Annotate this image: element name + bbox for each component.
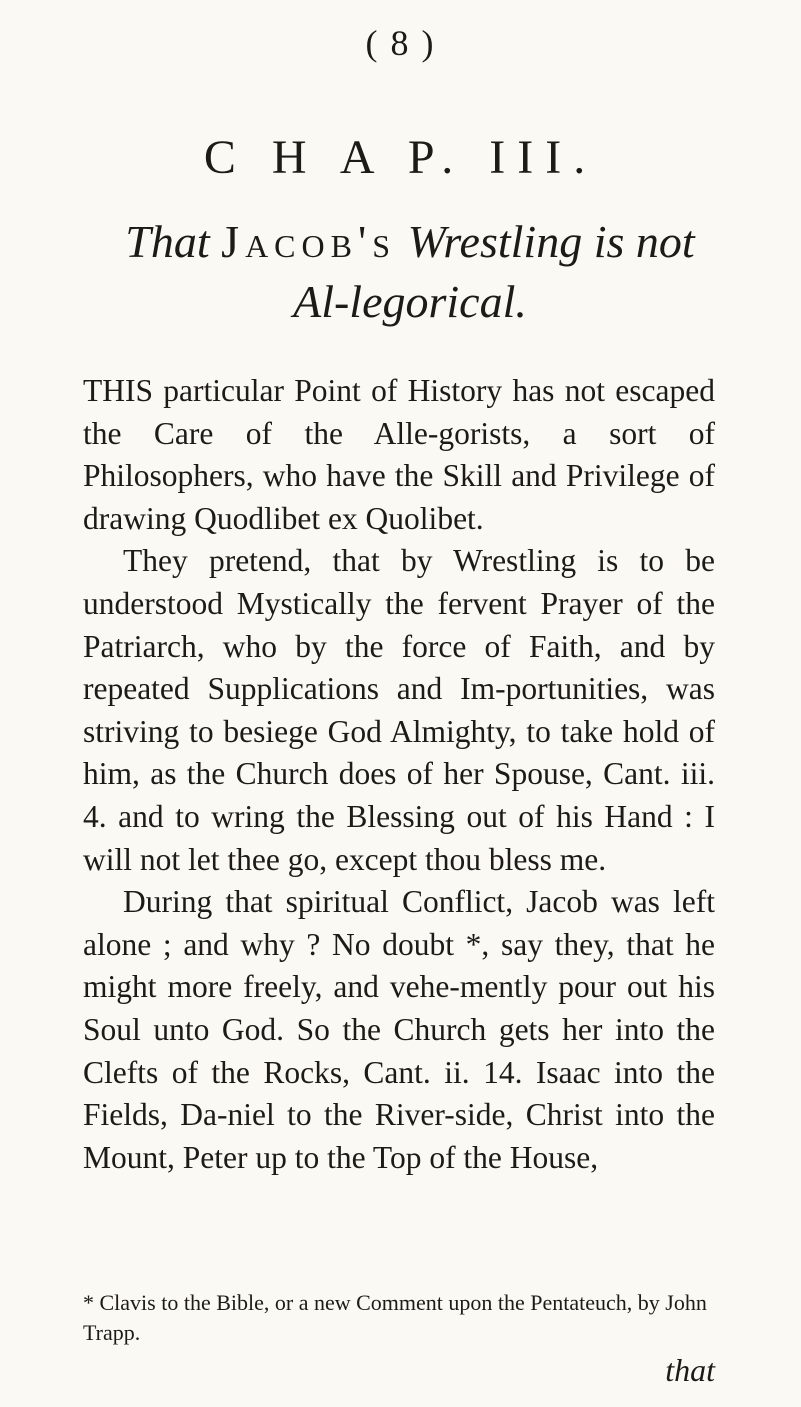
page-number: ( 8 )	[365, 23, 436, 63]
title-part-2: Wrestling is not Al-legorical.	[293, 216, 695, 327]
paragraph-3: During that spiritual Conflict, Jacob was left alone ; and why ? No doubt *, say they, that he might more freely, and vehe-mently pour out his Soul unto God. So the Church gets her into the Clefts of the Rocks, Cant. ii. 14. Isaac into the Fields, Da-niel to the River-side, Christ into the Mount, Peter up to the Top of the House,	[83, 884, 715, 1175]
footnote: * Clavis to the Bible, or a new Comment upon the Pentateuch, by John Trapp.	[83, 1290, 707, 1345]
chapter-title	[110, 212, 710, 332]
catchword: that	[665, 1352, 715, 1388]
paragraph-2: They pretend, that by Wrestling is to be understood Mystically the fervent Prayer of the Patriarch, who by the force of Faith, and by repeated Supplications and Im-portunities, was striving to besiege God Almighty, to take hold of him, as the Church does of her Spouse, Cant. iii. 4. and to wring the Blessing out of his Hand : I will not let thee go, except thou bless me.	[83, 543, 715, 877]
body-text	[83, 370, 715, 1179]
paragraph-1: THIS particular Point of History has not escaped the Care of the Alle-gorists, a sort of Philosophers, who have the Skill and Privilege of drawing Quodlibet ex Quolibet.	[83, 373, 715, 536]
title-part-1: That	[125, 216, 210, 267]
chapter-heading: C H A P. III.	[203, 131, 598, 184]
title-jacob: Jacob's	[221, 216, 397, 267]
